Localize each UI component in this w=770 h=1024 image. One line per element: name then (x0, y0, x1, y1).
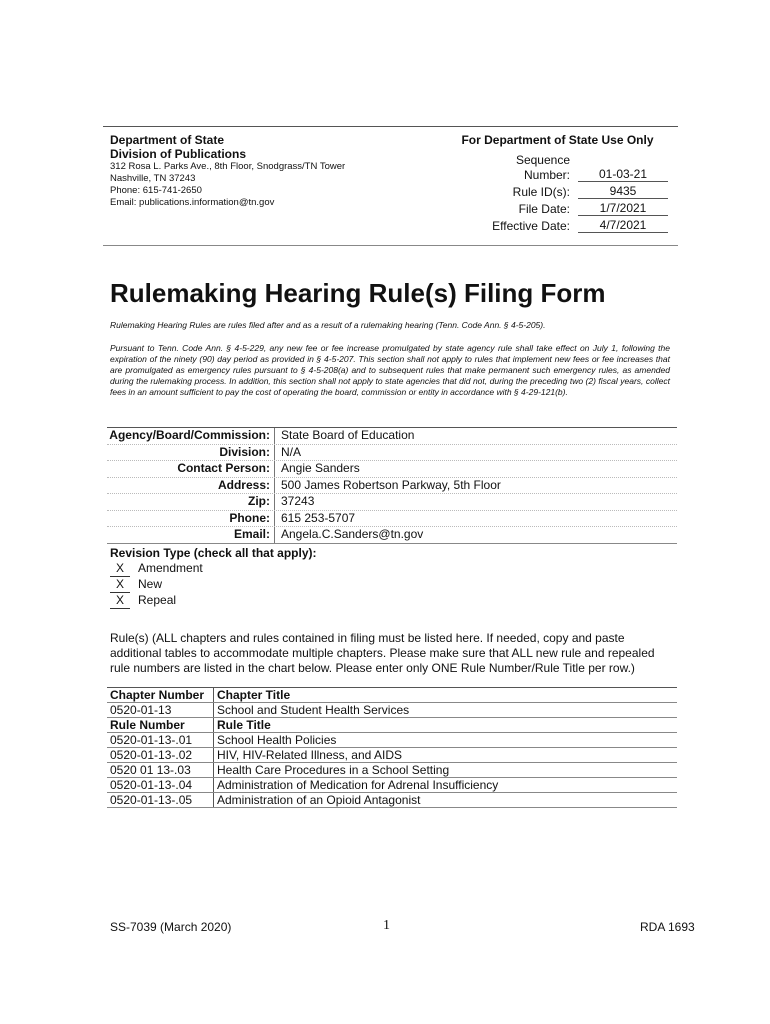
rule-number-cell: 0520-01-13-.04 (107, 778, 214, 793)
fee-paragraph: Pursuant to Tenn. Code Ann. § 4-5-229, any new fee or fee increase promulgated by state agency rule shall take effect on July 1, following the expiration of the ninety (90) day period as provided in § 4-5-207. This section shall not apply to rules that implement new fees or fee increases that are promulgated as emergency rules pursuant to § 4-5-208(a) and to subsequent rules that make permanent such emergency rules, as amended during the rulemaking process. In addition, this section shall not apply to state agencies that did not, during the preceding two (2) fiscal years, collect fees in an amount sufficient to pay the cost of operating the board, commission or entity in accordance with § 4-29-121(b). (110, 343, 670, 397)
eff-date-value: 4/7/2021 (578, 218, 668, 233)
table-row (107, 703, 677, 718)
agency-table (107, 427, 677, 544)
table-row (107, 733, 677, 748)
footer-form-id: SS-7039 (March 2020) (110, 920, 232, 934)
agency-row (107, 445, 677, 462)
rule-number-cell: Chapter Number (107, 688, 214, 703)
rules-instructions: Rule(s) (ALL chapters and rules contained in filing must be listed here. If needed, copy and paste additional tables to accommodate multiple chapters. Please make sure that ALL new rule and repealed rule numbers are listed in the chart below. Please enter only ONE Rule Number/Rule Title per row.) (110, 631, 655, 675)
revision-list (110, 561, 317, 609)
agency-row (107, 428, 677, 445)
agency-row (107, 478, 677, 495)
agency-value: N/A (281, 444, 302, 459)
agency-label: Address: (107, 478, 275, 494)
rules-table (107, 687, 677, 808)
table-row (107, 778, 677, 793)
agency-label: Agency/Board/Commission: (107, 428, 275, 444)
rule-number-cell: 0520-01-13 (107, 703, 214, 718)
agency-row (107, 511, 677, 528)
revision-item (110, 593, 317, 609)
rule-number-cell: 0520-01-13-.05 (107, 793, 214, 808)
subtitle: Rulemaking Hearing Rules are rules filed after and as a result of a rulemaking hearing (Tenn. Code Ann. § 4-5-205). (110, 320, 546, 330)
agency-row (107, 494, 677, 511)
publisher-info (110, 133, 410, 209)
phone-line: Phone: 615-741-2650 (110, 185, 202, 196)
agency-label: Contact Person: (107, 461, 275, 477)
agency-row (107, 527, 677, 543)
dept-name: Department of State (110, 133, 225, 147)
file-date-label: File Date: (518, 202, 570, 216)
table-row (107, 748, 677, 763)
rule-number-cell: Rule Number (107, 718, 214, 733)
state-use-block (440, 133, 675, 233)
revision-heading: Revision Type (check all that apply): (110, 546, 317, 560)
revision-label: New (138, 577, 163, 591)
table-row (107, 688, 677, 703)
address-line: 312 Rosa L. Parks Ave., 8th Floor, Snodgrass/TN Tower (110, 161, 346, 172)
division-name: Division of Publications (110, 147, 247, 161)
page-title: Rulemaking Hearing Rule(s) Filing Form (110, 278, 606, 308)
agency-value: Angela.C.Sanders@tn.gov (281, 527, 424, 541)
seq-row (440, 167, 675, 182)
agency-label: Division: (107, 445, 275, 461)
page-number: 1 (383, 918, 390, 933)
table-row (107, 793, 677, 808)
rule-title-cell: Administration of an Opioid Antagonist (214, 793, 678, 808)
agency-label: Email: (107, 527, 275, 543)
rule-title-cell: Health Care Procedures in a School Setting (214, 763, 678, 778)
rule-title-cell: School and Student Health Services (214, 703, 678, 718)
revision-type (110, 546, 317, 609)
rule-number-cell: 0520 01 13-.03 (107, 763, 214, 778)
email-line: Email: publications.information@tn.gov (110, 197, 275, 208)
table-row (107, 763, 677, 778)
agency-value: 37243 (281, 494, 315, 508)
file-date-row (440, 201, 675, 216)
agency-label: Phone: (107, 511, 275, 527)
rule-title-cell: Chapter Title (214, 688, 678, 703)
revision-label: Amendment (138, 561, 203, 575)
rule-id-row (440, 184, 675, 199)
seq-label-top: Sequence (515, 153, 570, 167)
footer-rda: RDA 1693 (640, 920, 695, 934)
rule-number-cell: 0520-01-13-.01 (107, 733, 214, 748)
agency-value: 500 James Robertson Parkway, 5th Floor (281, 477, 501, 492)
revision-item (110, 577, 317, 593)
rule-title-cell: HIV, HIV-Related Illness, and AIDS (214, 748, 678, 763)
agency-value: State Board of Education (281, 428, 415, 442)
agency-value: Angie Sanders (281, 461, 360, 475)
rule-id-value: 9435 (578, 184, 668, 199)
seq-label: Number: (523, 168, 570, 182)
state-use-heading: For Department of State Use Only (461, 133, 654, 147)
revision-check-mark: X (110, 593, 130, 609)
rule-number-cell: 0520-01-13-.02 (107, 748, 214, 763)
rule-title-cell: Administration of Medication for Adrenal Insufficiency (214, 778, 678, 793)
eff-date-label: Effective Date: (492, 219, 570, 233)
table-row (107, 718, 677, 733)
file-date-value: 1/7/2021 (578, 201, 668, 216)
agency-value: 615 253-5707 (281, 510, 356, 525)
revision-check-mark: X (110, 561, 130, 577)
agency-row (107, 461, 677, 478)
revision-item (110, 561, 317, 577)
revision-check-mark: X (110, 577, 130, 593)
agency-label: Zip: (107, 494, 275, 510)
seq-value: 01-03-21 (578, 167, 668, 182)
rule-title-cell: School Health Policies (214, 733, 678, 748)
revision-label: Repeal (138, 593, 177, 607)
city-line: Nashville, TN 37243 (110, 173, 196, 184)
rule-id-label: Rule ID(s): (512, 185, 570, 199)
rule-title-cell: Rule Title (214, 718, 678, 733)
eff-date-row (440, 218, 675, 233)
